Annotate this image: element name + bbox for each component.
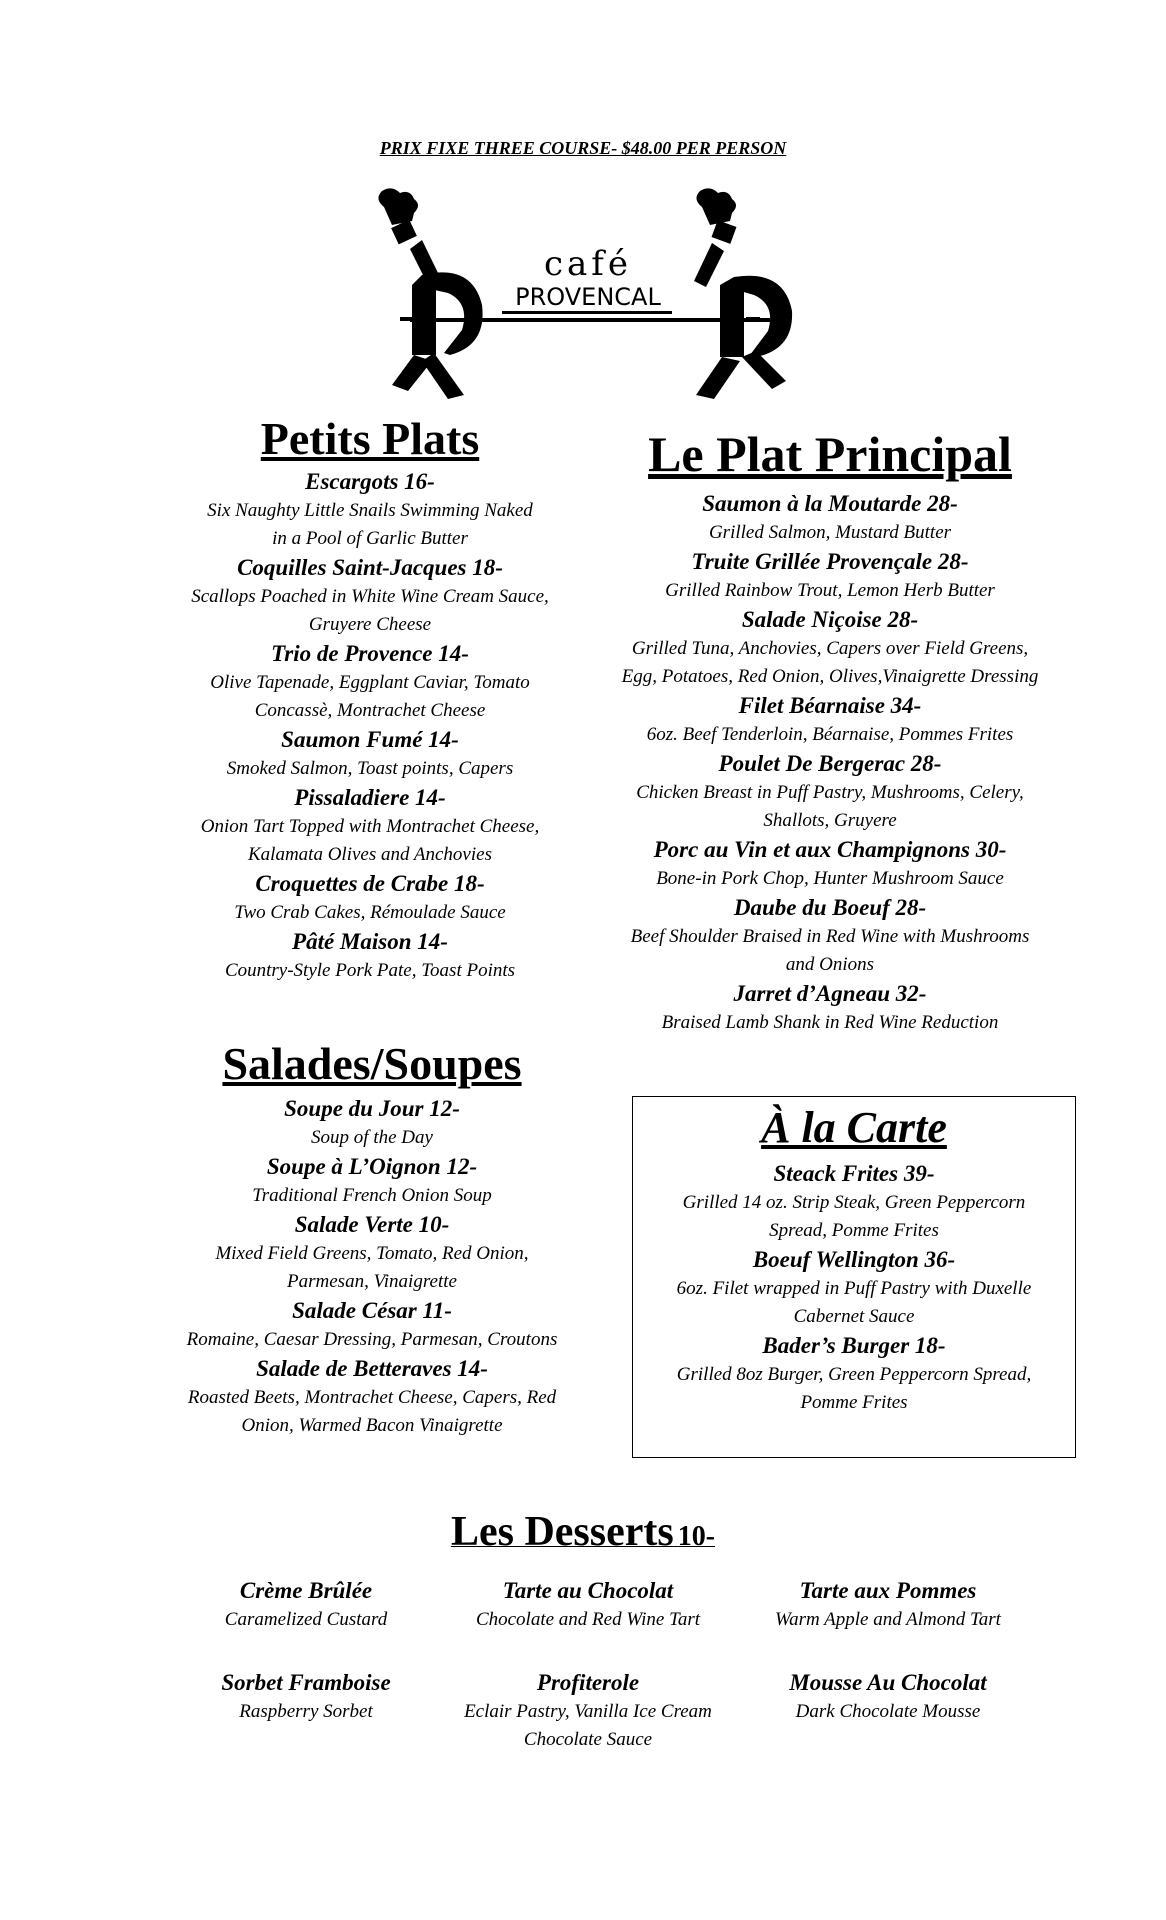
menu-item bbox=[580, 749, 1080, 835]
menu-item-description: Romaine, Caesar Dressing, Parmesan, Croutons bbox=[186, 1329, 558, 1351]
menu-item bbox=[580, 893, 1080, 979]
menu-item-name: Bader’s Burger 18- bbox=[762, 1333, 946, 1359]
dessert-name: Tarte au Chocolat bbox=[502, 1578, 674, 1603]
a-la-carte-box bbox=[632, 1096, 1076, 1458]
menu-item-description: Spread, Pomme Frites bbox=[769, 1220, 939, 1242]
serving-tray-line bbox=[410, 318, 770, 322]
menu-item-description: Pomme Frites bbox=[800, 1392, 908, 1414]
menu-item-description: Braised Lamb Shank in Red Wine Reduction bbox=[661, 1011, 999, 1033]
menu-item bbox=[155, 725, 585, 783]
dessert-item bbox=[438, 1576, 738, 1634]
menu-item bbox=[155, 869, 585, 927]
menu-item-description: Egg, Potatoes, Red Onion, Olives,Vinaigrette Dressing bbox=[621, 665, 1039, 687]
menu-item-description: in a Pool of Garlic Butter bbox=[272, 528, 468, 550]
dessert-description: Chocolate and Red Wine Tart bbox=[475, 1609, 701, 1630]
menu-item bbox=[155, 639, 585, 725]
menu-item bbox=[155, 553, 585, 639]
menu-item-description: Grilled 8oz Burger, Green Peppercorn Spread, bbox=[676, 1364, 1032, 1386]
menu-item-description: Smoked Salmon, Toast points, Capers bbox=[226, 758, 514, 780]
menu-item-description: Kalamata Olives and Anchovies bbox=[248, 844, 492, 866]
menu-item bbox=[633, 1245, 1075, 1331]
menu-item-description: Chicken Breast in Puff Pastry, Mushrooms, Celery, bbox=[636, 781, 1024, 803]
dessert-item bbox=[438, 1668, 738, 1754]
menu-item-description: Beef Shoulder Braised in Red Wine with Mushrooms bbox=[630, 925, 1030, 947]
cafe-provencal-logo bbox=[352, 185, 830, 405]
dessert-name: Mousse Au Chocolat bbox=[789, 1670, 987, 1695]
dessert-item bbox=[738, 1576, 1038, 1634]
left-chef-figure bbox=[378, 188, 482, 399]
menu-item-name: Soupe du Jour 12- bbox=[284, 1096, 460, 1122]
chef-waiters-logo-graphic bbox=[352, 185, 830, 405]
dessert-description: Raspberry Sorbet bbox=[239, 1701, 373, 1722]
menu-items bbox=[155, 467, 585, 985]
menu-item-description: Roasted Beets, Montrachet Cheese, Capers, Red bbox=[187, 1387, 557, 1409]
menu-item-name: Steack Frites 39- bbox=[773, 1161, 935, 1187]
logo-cafe-text: café bbox=[543, 244, 633, 284]
menu-item-name: Poulet De Bergerac 28- bbox=[718, 750, 942, 776]
dessert-name: Sorbet Framboise bbox=[221, 1670, 391, 1695]
menu-item bbox=[580, 605, 1080, 691]
menu-item-name: Pissaladiere 14- bbox=[294, 785, 446, 811]
menu-items bbox=[580, 489, 1080, 1037]
menu-item-description: Onion, Warmed Bacon Vinaigrette bbox=[241, 1415, 503, 1437]
menu-item-description: Grilled Tuna, Anchovies, Capers over Field Greens, bbox=[631, 637, 1029, 659]
menu-item-description: Shallots, Gruyere bbox=[763, 809, 897, 831]
menu-item bbox=[155, 927, 585, 985]
menu-item bbox=[152, 1210, 592, 1296]
menu-item-description: Grilled 14 oz. Strip Steak, Green Peppercorn bbox=[682, 1192, 1026, 1214]
menu-item-name: Escargots 16- bbox=[305, 469, 435, 495]
menu-item-description: Bone-in Pork Chop, Hunter Mushroom Sauce bbox=[656, 867, 1004, 889]
menu-item-description: Concassè, Montrachet Cheese bbox=[254, 700, 486, 722]
menu-item bbox=[580, 489, 1080, 547]
menu-item-name: Soupe à L’Oignon 12- bbox=[266, 1154, 478, 1180]
dessert-description: Warm Apple and Almond Tart bbox=[775, 1609, 1001, 1630]
menu-item bbox=[633, 1331, 1075, 1417]
menu-item-name: Pâté Maison 14- bbox=[292, 929, 448, 955]
menu-item bbox=[580, 979, 1080, 1037]
menu-item bbox=[580, 547, 1080, 605]
menu-item bbox=[155, 467, 585, 553]
menu-item-description: Olive Tapenade, Eggplant Caviar, Tomato bbox=[210, 672, 530, 694]
menu-item-name: Daube du Boeuf 28- bbox=[733, 894, 927, 920]
menu-item-description: Mixed Field Greens, Tomato, Red Onion, bbox=[215, 1243, 529, 1265]
menu-item-description: Onion Tart Topped with Montrachet Cheese, bbox=[200, 816, 540, 838]
menu-item-description: Two Crab Cakes, Rémoulade Sauce bbox=[234, 902, 506, 924]
logo-provencal-text: PROVENCAL bbox=[515, 283, 661, 311]
dessert-description: Caramelized Custard bbox=[224, 1609, 388, 1630]
section-title: À la Carte bbox=[761, 1103, 947, 1152]
menu-items bbox=[633, 1159, 1075, 1417]
menu-item bbox=[580, 691, 1080, 749]
dessert-item bbox=[156, 1576, 456, 1634]
prix-fixe-banner: PRIX FIXE THREE COURSE- $48.00 PER PERSON bbox=[379, 138, 787, 158]
desserts-title-text: Les Desserts bbox=[450, 1509, 674, 1555]
dessert-description: Eclair Pastry, Vanilla Ice Cream bbox=[464, 1701, 712, 1722]
menu-item-description: Traditional French Onion Soup bbox=[252, 1185, 492, 1207]
section-title: Salades/Soupes bbox=[222, 1038, 522, 1089]
dessert-name: Tarte aux Pommes bbox=[799, 1578, 977, 1603]
dessert-item bbox=[156, 1668, 456, 1726]
menu-item-name: Salade de Betteraves 14- bbox=[256, 1356, 488, 1382]
menu-items bbox=[152, 1094, 592, 1440]
menu-item bbox=[155, 783, 585, 869]
menu-item-description: Country-Style Pork Pate, Toast Points bbox=[224, 960, 516, 982]
menu-item-name: Saumon Fumé 14- bbox=[281, 727, 459, 753]
menu-item-description: and Onions bbox=[785, 953, 875, 975]
menu-item-name: Boeuf Wellington 36- bbox=[752, 1247, 956, 1273]
menu-item-description: 6oz. Filet wrapped in Puff Pastry with Duxelle bbox=[676, 1278, 1032, 1300]
menu-item-name: Saumon à la Moutarde 28- bbox=[702, 490, 958, 516]
menu-item-name: Jarret d’Agneau 32- bbox=[733, 980, 927, 1006]
menu-item-description: Parmesan, Vinaigrette bbox=[287, 1271, 457, 1293]
dessert-item bbox=[738, 1668, 1038, 1726]
menu-item bbox=[152, 1152, 592, 1210]
menu-item-description: Scallops Poached in White Wine Cream Sauce, bbox=[191, 586, 549, 608]
desserts-price: 10- bbox=[677, 1521, 716, 1552]
menu-item-description: Grilled Rainbow Trout, Lemon Herb Butter bbox=[665, 579, 995, 601]
menu-item bbox=[152, 1296, 592, 1354]
dessert-name: Crème Brûlée bbox=[239, 1578, 373, 1603]
menu-item-description: Six Naughty Little Snails Swimming Naked bbox=[207, 500, 533, 522]
section-title: Petits Plats bbox=[260, 413, 480, 464]
menu-item-name: Croquettes de Crabe 18- bbox=[255, 871, 485, 897]
menu-item-description: Gruyere Cheese bbox=[308, 614, 432, 636]
menu-item bbox=[152, 1094, 592, 1152]
salades-soupes-section bbox=[152, 1040, 592, 1440]
desserts-title bbox=[0, 1508, 1166, 1556]
plat-principal-section bbox=[580, 428, 1080, 1037]
right-chef-figure bbox=[694, 188, 792, 399]
dessert-description: Chocolate Sauce bbox=[523, 1729, 653, 1750]
petits-plats-section bbox=[155, 415, 585, 985]
section-title: Le Plat Principal bbox=[648, 426, 1012, 482]
menu-item bbox=[152, 1354, 592, 1440]
menu-item-description: Cabernet Sauce bbox=[793, 1306, 915, 1328]
dessert-name: Profiterole bbox=[536, 1670, 640, 1695]
menu-item-description: Grilled Salmon, Mustard Butter bbox=[708, 521, 952, 543]
menu-item-name: Coquilles Saint-Jacques 18- bbox=[237, 555, 503, 581]
menu-item-description: 6oz. Beef Tenderloin, Béarnaise, Pommes Frites bbox=[646, 723, 1014, 745]
menu-item-description: Soup of the Day bbox=[311, 1127, 433, 1149]
dessert-description: Dark Chocolate Mousse bbox=[795, 1701, 981, 1722]
menu-item-name: Filet Béarnaise 34- bbox=[738, 692, 922, 718]
menu-item-name: Truite Grillée Provençale 28- bbox=[691, 548, 969, 574]
menu-item bbox=[580, 835, 1080, 893]
menu-item-name: Trio de Provence 14- bbox=[271, 641, 469, 667]
menu-item-name: Salade Niçoise 28- bbox=[741, 606, 919, 632]
menu-item bbox=[633, 1159, 1075, 1245]
menu-item-name: Porc au Vin et aux Champignons 30- bbox=[653, 836, 1007, 862]
menu-item-name: Salade Verte 10- bbox=[294, 1212, 450, 1238]
menu-item-name: Salade César 11- bbox=[292, 1298, 452, 1324]
